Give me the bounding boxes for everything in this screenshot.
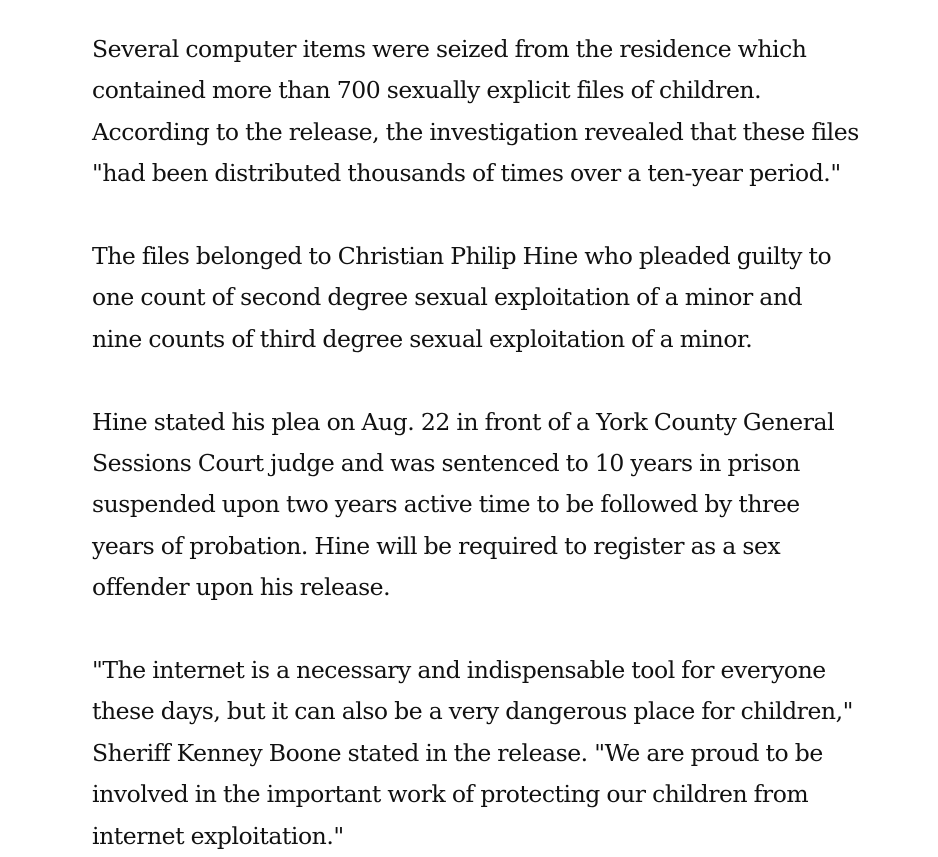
paragraph-spacer: [92, 360, 882, 401]
text-line: offender upon his release.: [92, 573, 391, 602]
text-line: nine counts of third degree sexual exploitation of a minor.: [92, 324, 753, 353]
paragraph-guilty-plea: [92, 236, 882, 360]
text-line: Several computer items were seized from the residence which: [92, 35, 807, 63]
text-line: "had been distributed thousands of times over a ten-year period.": [92, 159, 841, 188]
text-line: internet exploitation.": [92, 821, 344, 850]
article-body: [92, 29, 882, 857]
text-line: involved in the important work of protecting our children from: [92, 780, 809, 809]
text-line: Sessions Court judge and was sentenced to 10 years in prison: [92, 449, 800, 478]
text-line: these days, but it can also be a very dangerous place for children,": [92, 697, 853, 726]
text-line: "The internet is a necessary and indispensable tool for everyone: [92, 656, 826, 685]
paragraph-sheriff-quote: [92, 650, 882, 857]
paragraph-spacer: [92, 609, 882, 650]
text-line: The files belonged to Christian Philip Hine who pleaded guilty to: [92, 242, 832, 271]
text-line: According to the release, the investigation revealed that these files: [92, 117, 859, 146]
text-line: Hine stated his plea on Aug. 22 in front of a York County General: [92, 407, 835, 436]
paragraph-sentence: [92, 402, 882, 609]
text-line: one count of second degree sexual exploitation of a minor and: [92, 283, 803, 312]
text-line: suspended upon two years active time to be followed by three: [92, 490, 800, 519]
text-line: contained more than 700 sexually explicit files of children.: [92, 76, 762, 105]
text-line: Sheriff Kenney Boone stated in the release. "We are proud to be: [92, 738, 823, 767]
paragraph-spacer: [92, 195, 882, 236]
paragraph-seized-items: [92, 29, 882, 195]
text-line: years of probation. Hine will be required to register as a sex: [92, 531, 781, 560]
